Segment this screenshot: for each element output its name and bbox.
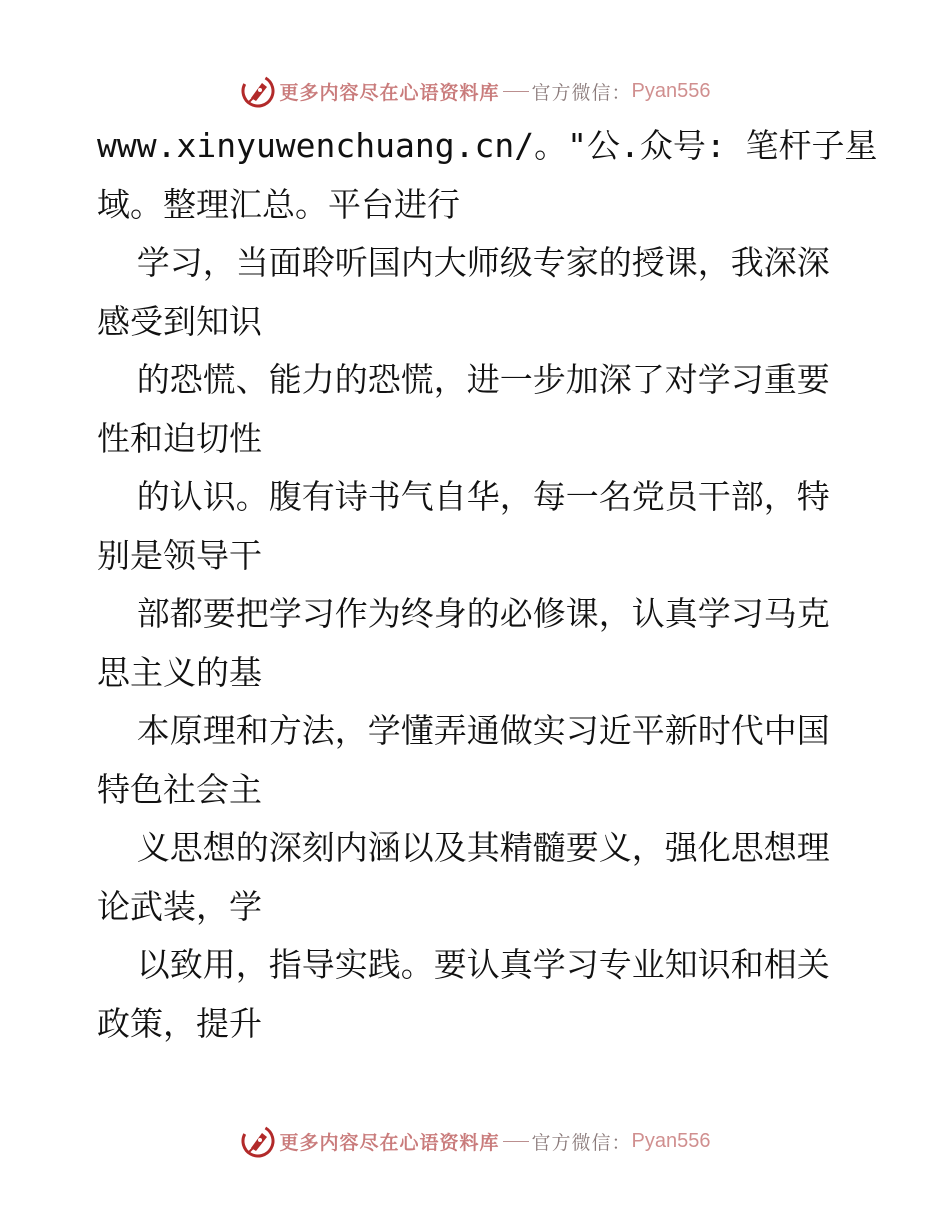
pen-nib-logo-icon (240, 73, 276, 109)
header-wechat-label: 官方微信： (531, 81, 632, 104)
footer-dash (503, 1141, 529, 1142)
footer-wechat-label: 官方微信： (531, 1131, 632, 1154)
text-line: 论武装，学 (97, 886, 262, 926)
text-line: 域。整理汇总。平台进行 (97, 184, 460, 224)
pen-nib-logo-icon (240, 1123, 276, 1159)
text-line: 特色社会主 (97, 769, 262, 809)
header-brand: 更多内容尽在心语资料库 (279, 81, 500, 104)
text-line: 本原理和方法，学懂弄通做实习近平新时代中国 (97, 711, 830, 750)
footer-brand: 更多内容尽在心语资料库 (279, 1131, 500, 1154)
footer-account: Pyan556 (631, 1129, 711, 1152)
text-line: 思主义的基 (97, 652, 262, 692)
header-account: Pyan556 (631, 79, 711, 102)
header-dash (503, 91, 529, 92)
text-line: 性和迫切性 (97, 418, 262, 458)
footer-watermark (0, 1121, 950, 1161)
document-body (97, 117, 878, 1053)
text-line: 别是领导干 (97, 535, 262, 575)
header-watermark (0, 71, 950, 111)
text-line: 感受到知识 (97, 301, 262, 341)
text-line: www.xinyuwenchuang.cn/。"公.众号: 笔杆子星 (97, 126, 878, 165)
text-line: 学习，当面聆听国内大师级专家的授课，我深深 (97, 243, 830, 282)
text-line: 义思想的深刻内涵以及其精髓要义，强化思想理 (97, 828, 830, 867)
text-line: 的认识。腹有诗书气自华，每一名党员干部，特 (97, 477, 830, 516)
text-line: 的恐慌、能力的恐慌，进一步加深了对学习重要 (97, 360, 830, 399)
text-line: 政策，提升 (97, 1003, 262, 1043)
text-line: 以致用，指导实践。要认真学习专业知识和相关 (97, 945, 830, 984)
text-line: 部都要把学习作为终身的必修课，认真学习马克 (97, 594, 830, 633)
